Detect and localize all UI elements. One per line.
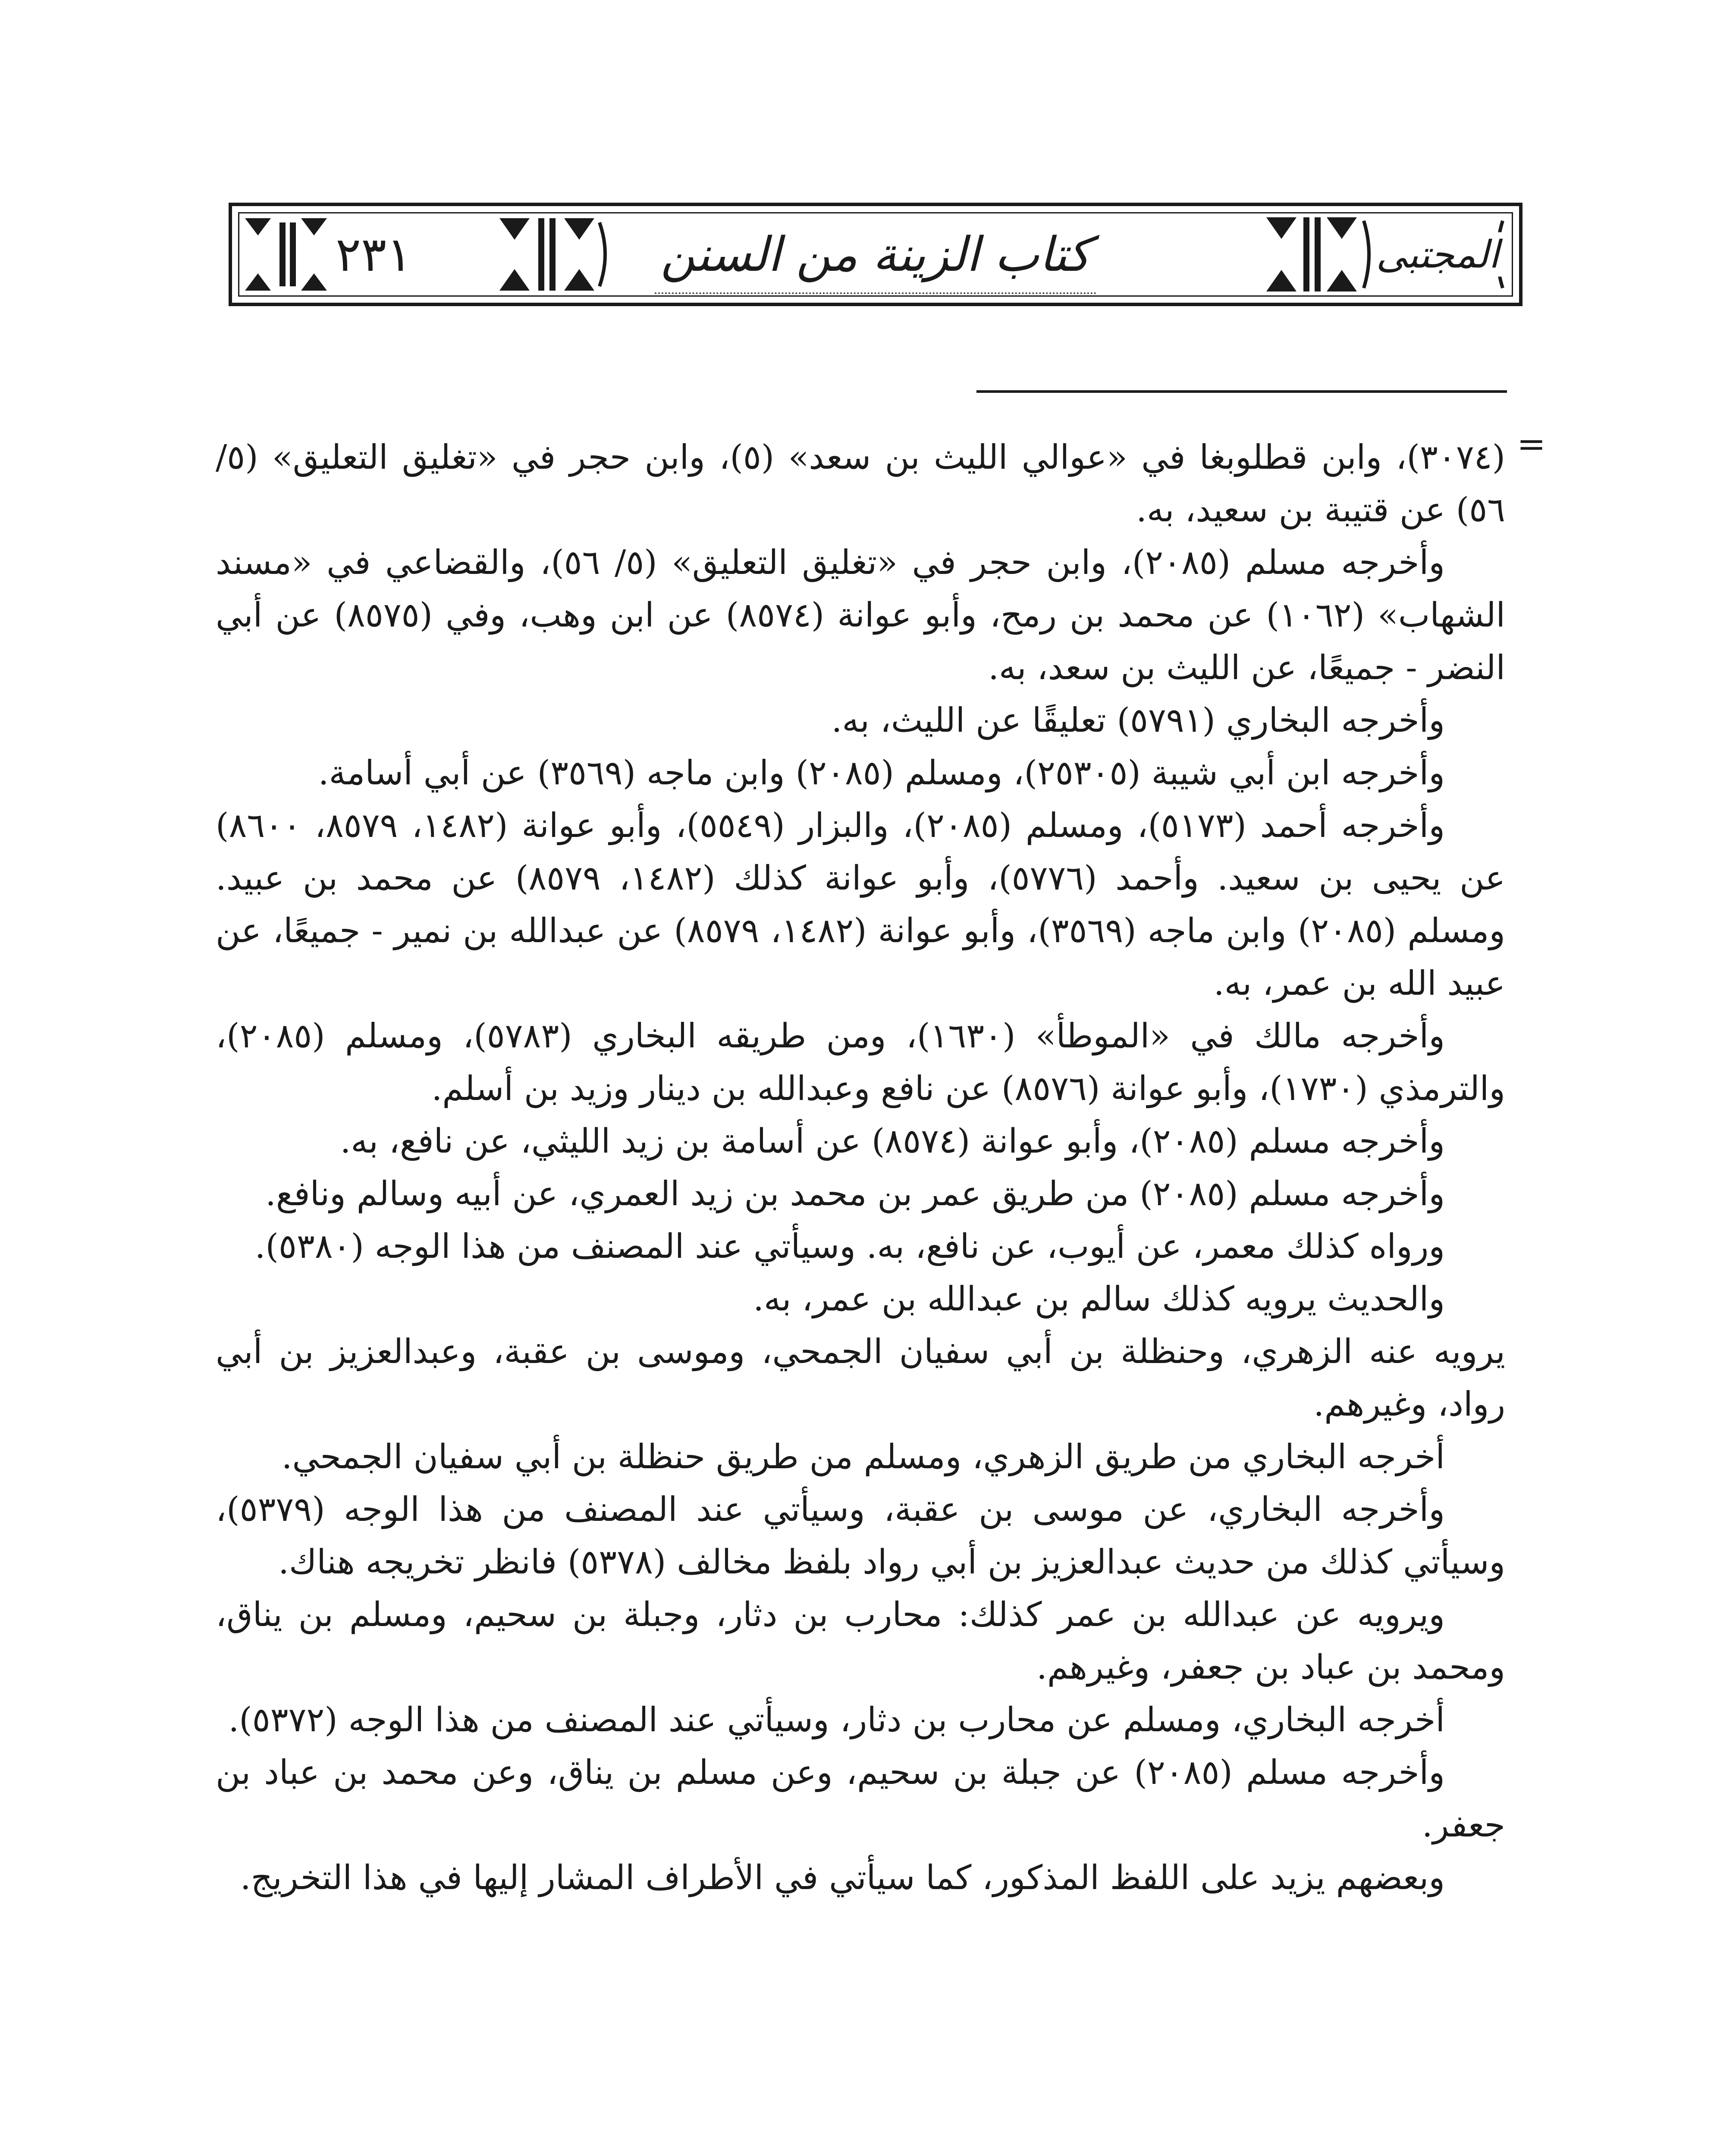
paragraph: وبعضهم يزيد على اللفظ المذكور، كما سيأتي في الأطراف المشار إليها في هذا التخريج.	[240, 1858, 1445, 1897]
book-name: المجتبى	[1371, 232, 1504, 277]
paragraph: وأخرجه ابن أبي شيبة (٢٥٣٠٥)، ومسلم (٢٠٨٥) وابن ماجه (٣٥٦٩) عن أبي أسامة.	[318, 754, 1445, 793]
header-dotted-rule	[655, 292, 1096, 294]
paragraph: والحديث يرويه كذلك سالم بن عبدالله بن عمر، به.	[753, 1280, 1445, 1319]
geometric-ornament-icon	[245, 218, 327, 291]
paragraph: وأخرجه البخاري، عن موسى بن عقبة، وسيأتي عند المصنف من هذا الوجه (٥٣٧٩)، وسيأتي كذلك من حديث عبدالعزيز بن أبي رواد بلفظ مخالف (٥٣٧٨) فانظر تخريجه هناك.	[216, 1490, 1505, 1582]
paragraph: وأخرجه البخاري (٥٧٩١) تعليقًا عن الليث، به.	[831, 701, 1445, 740]
footnote-body	[216, 431, 1505, 1904]
continuation-dash-icon: =	[1516, 424, 1546, 464]
paragraph: أخرجه البخاري، ومسلم عن محارب بن دثار، وسيأتي عند المصنف من هذا الوجه (٥٣٧٢).	[228, 1701, 1445, 1739]
paragraph: وأخرجه مسلم (٢٠٨٥)، وابن حجر في «تغليق التعليق» (٥/ ٥٦)، والقضاعي في «مسند الشهاب» (١٠٦٢) عن محمد بن رمح، وأبو عوانة (٨٥٧٤) عن ابن وهب، وفي (٨٥٧٥) عن أبي النضر - جميعًا، عن الليث بن سعد، به.	[216, 543, 1506, 687]
paragraph: أخرجه البخاري من طريق الزهري، ومسلم من طريق حنظلة بن أبي سفيان الجمحي.	[281, 1438, 1445, 1476]
page-header	[229, 203, 1523, 306]
paragraph: (٣٠٧٤)، وابن قطلوبغا في «عوالي الليث بن سعد» (٥)، وابن حجر في «تغليق التعليق» (٥/ ٥٦) عن قتيبة بن سعيد، به.	[216, 438, 1505, 530]
footnote-separator	[976, 390, 1507, 393]
paragraph: وأخرجه مالك في «الموطأ» (١٦٣٠)، ومن طريقه البخاري (٥٧٨٣)، ومسلم (٢٠٨٥)، والترمذي (١٧٣٠)، وأبو عوانة (٨٥٧٦) عن نافع وعبدالله بن دينار وزيد بن أسلم.	[216, 1017, 1505, 1108]
paragraph: ورواه كذلك معمر، عن أيوب، عن نافع، به. وسيأتي عند المصنف من هذا الوجه (٥٣٨٠).	[254, 1227, 1445, 1266]
paragraph: وأخرجه مسلم (٢٠٨٥) من طريق عمر بن محمد بن زيد العمري، عن أبيه وسالم ونافع.	[265, 1175, 1445, 1213]
geometric-ornament-icon	[499, 218, 612, 291]
page-number: ٢٣١	[336, 227, 412, 282]
paragraph: وأخرجه مسلم (٢٠٨٥) عن جبلة بن سحيم، وعن مسلم بن يناق، وعن محمد بن عباد بن جعفر.	[216, 1753, 1505, 1845]
paragraph: وأخرجه أحمد (٥١٧٣)، ومسلم (٢٠٨٥)، والبزار (٥٥٤٩)، وأبو عوانة (١٤٨٢، ٨٥٧٩، ٨٦٠٠) عن يحيى بن سعيد. وأحمد (٥٧٧٦)، وأبو عوانة كذلك (١٤٨٢، ٨٥٧٩) عن محمد بن عبيد. ومسلم (٢٠٨٥) وابن ماجه (٣٥٦٩)، وأبو عوانة (١٤٨٢، ٨٥٧٩) عن عبدالله بن نمير - جميعًا، عن عبيد الله بن عمر، به.	[216, 806, 1506, 1003]
running-title: كتاب الزينة من السنن	[660, 227, 1091, 282]
book-logo	[1266, 217, 1508, 291]
paragraph: ويرويه عن عبدالله بن عمر كذلك: محارب بن دثار، وجبلة بن سحيم، ومسلم بن يناق، ومحمد بن عباد بن جعفر، وغيرهم.	[216, 1595, 1505, 1687]
paragraph: يرويه عنه الزهري، وحنظلة بن أبي سفيان الجمحي، وموسى بن عقبة، وعبدالعزيز بن أبي رواد، وغيرهم.	[216, 1332, 1505, 1424]
paragraph: وأخرجه مسلم (٢٠٨٥)، وأبو عوانة (٨٥٧٤) عن أسامة بن زيد الليثي، عن نافع، به.	[340, 1122, 1445, 1161]
